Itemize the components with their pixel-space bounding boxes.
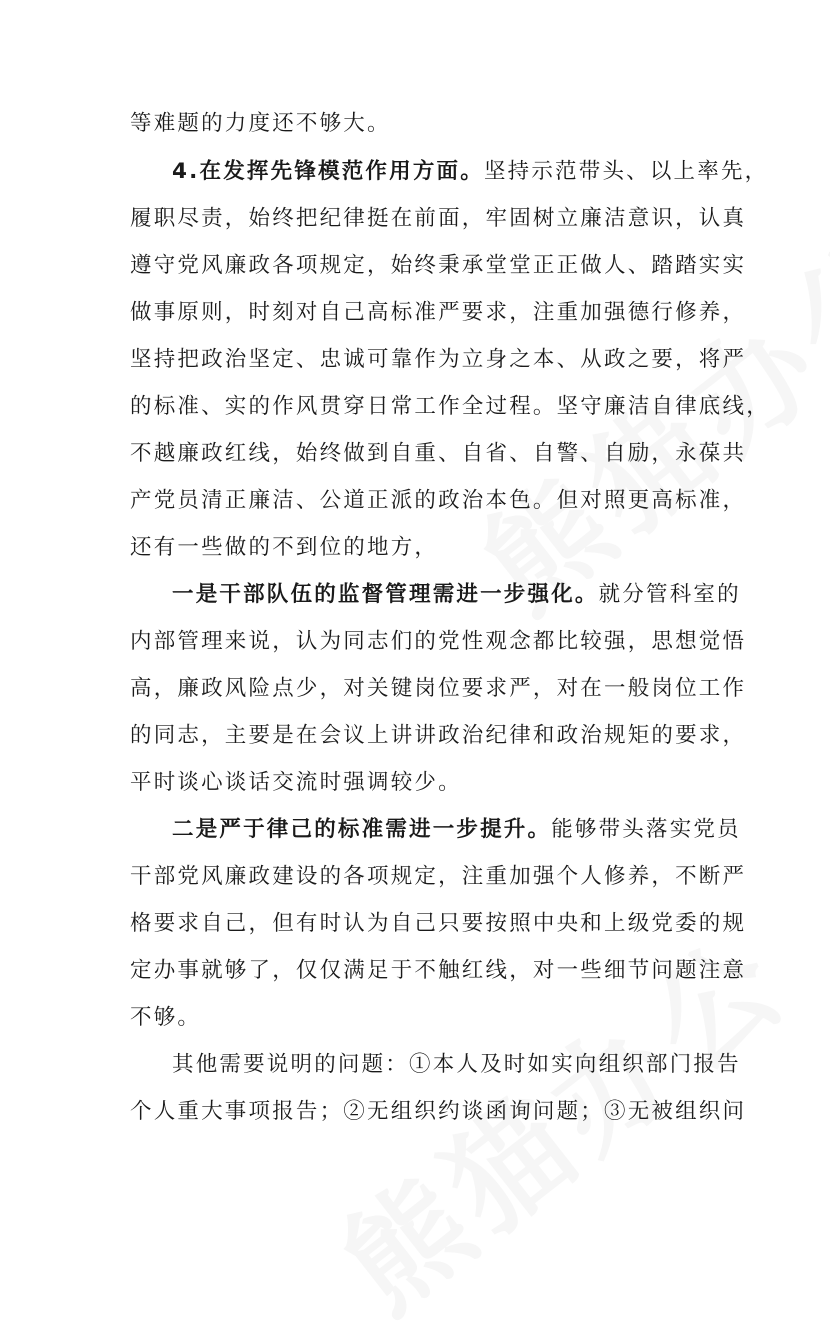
text-line: 内部管理来说，认为同志们的党性观念都比较强，思想觉悟 [130, 629, 747, 654]
text-line: 的同志，主要是在会议上讲讲政治纪律和政治规矩的要求， [130, 723, 747, 748]
section-heading-bold: 一是干部队伍的监督管理需进一步强化。 [172, 582, 599, 607]
text-line: 做事原则，时刻对自己高标准严要求，注重加强德行修养， [130, 300, 747, 325]
text-span: 就分管科室的 [598, 582, 741, 607]
text-line: 还有一些做的不到位的地方， [130, 535, 439, 560]
text-line: 高，廉政风险点少，对关键岗位要求严，对在一般岗位工作 [130, 676, 747, 701]
text-line: 遵守党风廉政各项规定，始终秉承堂堂正正做人、踏踏实实 [130, 253, 747, 278]
text-line: 干部党风廉政建设的各项规定，注重加强个人修养，不断严 [130, 864, 747, 889]
text-line: 产党员清正廉洁、公道正派的政治本色。但对照更高标准， [130, 488, 747, 513]
paragraph-first-line [172, 815, 741, 845]
paragraph-first-line [172, 157, 769, 187]
text-line: 坚持把政治坚定、忠诚可靠作为立身之本、从政之要，将严 [130, 347, 747, 372]
text-line: 定办事就够了，仅仅满足于不触红线，对一些细节问题注意 [130, 958, 747, 983]
text-line: 不越廉政红线，始终做到自重、自省、自警、自励，永葆共 [130, 441, 747, 466]
text-line: 平时谈心谈话交流时强调较少。 [130, 770, 462, 795]
paragraph-first-line [172, 580, 741, 610]
paragraph-first-line: 其他需要说明的问题：①本人及时如实向组织部门报告 [172, 1052, 741, 1077]
section-heading-bold: 4.在发挥先锋模范作用方面。 [172, 159, 484, 184]
section-heading-bold: 二是严于律己的标准需进一步提升。 [172, 817, 552, 842]
text-span: 坚持示范带头、以上率先， [483, 159, 769, 184]
text-span: 能够带头落实党员 [551, 817, 741, 842]
text-line: 等难题的力度还不够大。 [130, 111, 391, 136]
text-line: 个人重大事项报告；②无组织约谈函询问题；③无被组织问 [130, 1099, 747, 1124]
text-line: 的标准、实的作风贯穿日常工作全过程。坚守廉洁自律底线， [130, 394, 770, 419]
text-line: 不够。 [130, 1005, 202, 1030]
text-line: 格要求自己，但有时认为自己只要按照中央和上级党委的规 [130, 911, 747, 936]
text-line: 履职尽责，始终把纪律挺在前面，牢固树立廉洁意识，认真 [130, 206, 747, 231]
